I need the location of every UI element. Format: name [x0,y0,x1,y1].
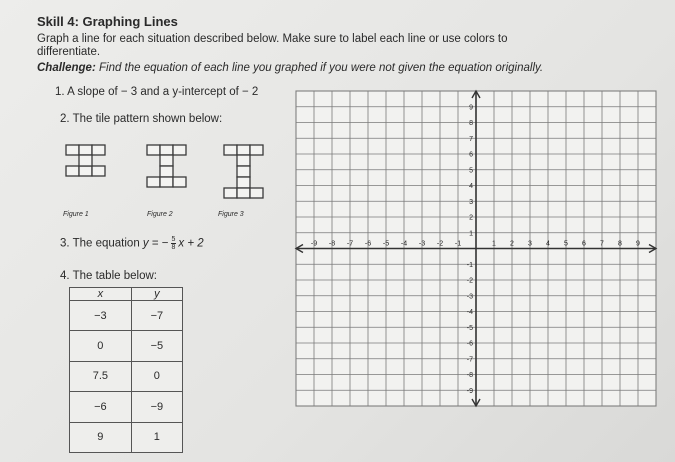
question-3-prefix: 3. The equation [60,237,143,250]
x-tick-label: -7 [346,240,354,248]
question-4: 4. The table below: [60,270,157,282]
challenge-label: Challenge: [37,62,96,74]
skill-title: Skill 4: Graphing Lines [37,14,178,29]
x-tick-label: -2 [436,240,444,248]
instructions-line-1: Graph a line for each situation described below. Make sure to label each line or use colors to [37,33,508,45]
table-cell: 9 [70,422,132,452]
x-tick-label: 3 [528,240,532,248]
x-tick-label: -6 [364,240,372,248]
question-3-y: y [142,237,149,250]
y-tick-label: 8 [469,120,473,127]
x-tick-label: -1 [454,240,462,248]
question-3-fraction [171,236,177,251]
x-tick-label: 5 [564,240,568,248]
y-tick-label: -5 [466,324,473,332]
question-1: 1. A slope of − 3 and a y-intercept of − 2 [55,86,259,98]
table-row [70,392,183,422]
table-cell: −9 [131,392,182,422]
y-tick-label: -6 [466,340,473,348]
x-tick-label: -8 [328,240,336,248]
y-tick-label: -9 [466,387,473,395]
y-tick-label: 9 [469,104,473,112]
y-tick-label: -2 [466,277,473,285]
y-tick-label: 4 [469,183,473,190]
table-row [70,422,183,452]
fraction-numerator: 5 [171,236,176,243]
x-tick-label: -9 [310,240,318,248]
table-cell: 0 [70,331,132,361]
xy-table [69,287,183,453]
y-tick-label: 7 [469,135,473,143]
table-header-y: y [131,288,182,301]
table-header-x: x [70,288,132,301]
y-tick-label: -1 [466,261,473,269]
x-tick-label: -5 [382,240,390,248]
x-tick-label: 8 [618,240,622,248]
y-tick-label: 2 [469,214,473,222]
fraction-denominator: 8 [171,244,176,251]
y-tick-label: -7 [466,356,473,364]
y-tick-label: -8 [466,372,473,379]
question-2: 2. The tile pattern shown below: [60,113,223,125]
table-cell: 1 [131,422,182,452]
y-tick-label: -4 [466,309,473,316]
x-tick-label: -3 [418,240,426,248]
challenge-text [37,62,543,74]
table-header-row [70,288,183,301]
table-cell: −7 [131,301,182,331]
x-tick-label: 4 [546,240,550,248]
table-cell: 7.5 [70,361,132,391]
x-tick-label: 2 [510,240,514,248]
figure-3-caption: Figure 3 [218,211,244,218]
coordinate-grid[interactable] [290,85,662,412]
tile-figure-3 [224,145,263,198]
y-tick-label: 1 [469,230,473,238]
table-cell: −5 [131,331,182,361]
tile-pattern-figures [60,140,285,210]
x-tick-label: -4 [400,240,408,248]
table-cell: 0 [131,361,182,391]
figure-1-caption: Figure 1 [63,211,89,218]
challenge-body: Find the equation of each line you graphed if you were not given the equation originally. [95,62,544,74]
tile-figure-2 [147,145,186,187]
question-3-eq: = − [148,237,169,250]
x-tick-label: 9 [636,240,640,248]
question-3 [60,236,204,251]
table-row [70,301,183,331]
y-tick-label: 3 [469,198,473,206]
x-tick-label: 6 [582,240,586,248]
table-row [70,331,183,361]
instructions-line-2: differentiate. [37,46,101,58]
question-3-suffix: x + 2 [178,237,204,250]
x-tick-label: 7 [600,240,604,248]
table-cell: −6 [70,392,132,422]
table-row [70,361,183,391]
y-tick-label: 6 [469,151,473,159]
tile-figure-1 [66,145,105,176]
table-cell: −3 [70,301,132,331]
y-tick-label: 5 [469,167,473,175]
y-tick-label: -3 [466,293,473,301]
x-tick-label: 1 [492,240,496,248]
figure-2-caption: Figure 2 [147,211,173,218]
